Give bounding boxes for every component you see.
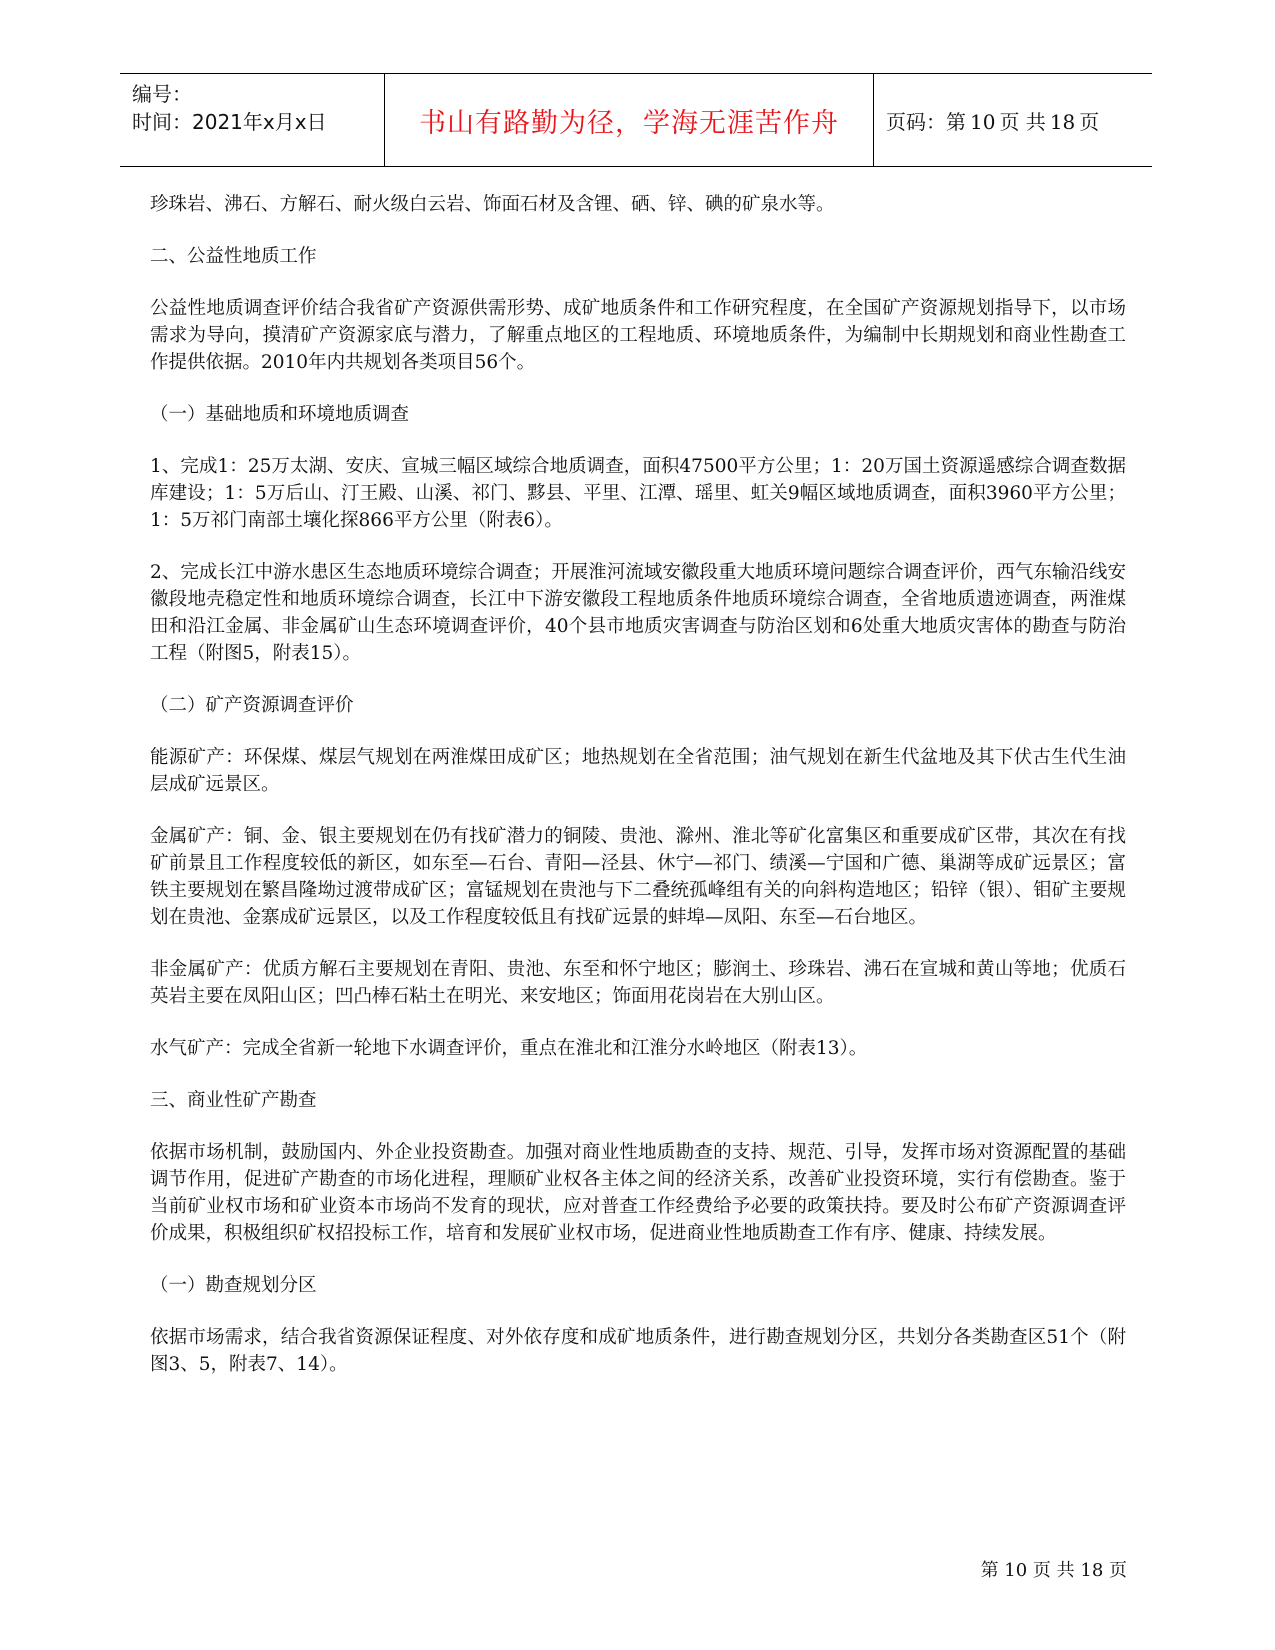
subsection-heading: （二）矿产资源调查评价 bbox=[150, 695, 354, 716]
page-mid: 页 共 bbox=[999, 109, 1046, 134]
header-motto-cell bbox=[385, 74, 874, 166]
paragraph: 1、完成1：25万太湖、安庆、宣城三幅区域综合地质调查，面积47500平方公里；1：20万国土资源遥感综合调查数据库建设；1：5万后山、汀王殿、山溪、祁门、黟县、平里、江潭、瑶里、虹关9幅区域地质调查，面积3960平方公里；1：5万祁门南部土壤化探866平方公里（附表6）。 bbox=[150, 456, 1126, 531]
paragraph: 珍珠岩、沸石、方解石、耐火级白云岩、饰面石材及含锂、硒、锌、碘的矿泉水等。 bbox=[150, 194, 835, 215]
section-heading: 三、商业性矿产勘查 bbox=[150, 1090, 317, 1111]
document-body bbox=[150, 191, 1126, 1403]
page-total: 18 bbox=[1049, 109, 1076, 134]
paragraph: 非金属矿产：优质方解石主要规划在青阳、贵池、东至和怀宁地区；膨润土、珍珠岩、沸石在宣城和黄山等地；优质石英岩主要在凤阳山区；凹凸棒石粘土在明光、来安地区；饰面用花岗岩在大别山区。 bbox=[150, 959, 1126, 1007]
document-time-label: 时间：2021年x月x日 bbox=[132, 110, 327, 134]
page-prefix: 页码：第 bbox=[886, 109, 966, 134]
paragraph: 水气矿产：完成全省新一轮地下水调查评价，重点在淮北和江淮分水岭地区（附表13）。 bbox=[150, 1038, 868, 1059]
paragraph: 2、完成长江中游水患区生态地质环境综合调查；开展淮河流域安徽段重大地质环境问题综合调查评价，西气东输沿线安徽段地壳稳定性和地质环境综合调查，长江中下游安徽段工程地质条件地质环境综合调查，全省地质遗迹调查，两淮煤田和沿江金属、非金属矿山生态环境调查评价，40个县市地质灾害调查与防治区划和6处重大地质灾害体的勘查与防治工程（附图5，附表15）。 bbox=[150, 562, 1126, 664]
paragraph: 公益性地质调查评价结合我省矿产资源供需形势、成矿地质条件和工作研究程度，在全国矿产资源规划指导下，以市场需求为导向，摸清矿产资源家底与潜力，了解重点地区的工程地质、环境地质条件，为编制中长期规划和商业性勘查工作提供依据。2010年内共规划各类项目56个。 bbox=[150, 298, 1126, 373]
section-heading: 二、公益性地质工作 bbox=[150, 246, 317, 267]
page-header bbox=[120, 73, 1152, 167]
header-meta-cell bbox=[120, 74, 385, 166]
subsection-heading: （一）勘查规划分区 bbox=[150, 1275, 317, 1296]
page-footer: 第 10 页 共 18 页 bbox=[980, 1560, 1127, 1581]
header-page-number bbox=[886, 106, 1152, 135]
subsection-heading: （一）基础地质和环境地质调查 bbox=[150, 404, 410, 425]
paragraph: 依据市场需求，结合我省资源保证程度、对外依存度和成矿地质条件，进行勘查规划分区，共划分各类勘查区51个（附图3、5，附表7、14）。 bbox=[150, 1327, 1126, 1375]
header-motto: 书山有路勤为径，学海无涯苦作舟 bbox=[419, 107, 839, 139]
page-current: 10 bbox=[970, 109, 996, 134]
header-page-cell bbox=[874, 74, 1152, 166]
document-number-label: 编号： bbox=[132, 82, 192, 106]
page-suffix: 页 bbox=[1079, 109, 1100, 134]
paragraph: 依据市场机制，鼓励国内、外企业投资勘查。加强对商业性地质勘查的支持、规范、引导，发挥市场对资源配置的基础调节作用，促进矿产勘查的市场化进程，理顺矿业权各主体之间的经济关系，改善矿业投资环境，实行有偿勘查。鉴于当前矿业权市场和矿业资本市场尚不发育的现状，应对普查工作经费给予必要的政策扶持。要及时公布矿产资源调查评价成果，积极组织矿权招投标工作，培育和发展矿业权市场，促进商业性地质勘查工作有序、健康、持续发展。 bbox=[150, 1142, 1126, 1244]
paragraph: 金属矿产：铜、金、银主要规划在仍有找矿潜力的铜陵、贵池、滁州、淮北等矿化富集区和重要成矿区带，其次在有找矿前景且工作程度较低的新区，如东至—石台、青阳—泾县、休宁—祁门、绩溪—宁国和广德、巢湖等成矿远景区；富铁主要规划在繁昌隆坳过渡带成矿区；富锰规划在贵池与下二叠统孤峰组有关的向斜构造地区；铅锌（银）、钼矿主要规划在贵池、金寨成矿远景区，以及工作程度较低且有找矿远景的蚌埠—凤阳、东至—石台地区。 bbox=[150, 826, 1126, 928]
paragraph: 能源矿产：环保煤、煤层气规划在两淮煤田成矿区；地热规划在全省范围；油气规划在新生代盆地及其下伏古生代生油层成矿远景区。 bbox=[150, 747, 1126, 795]
